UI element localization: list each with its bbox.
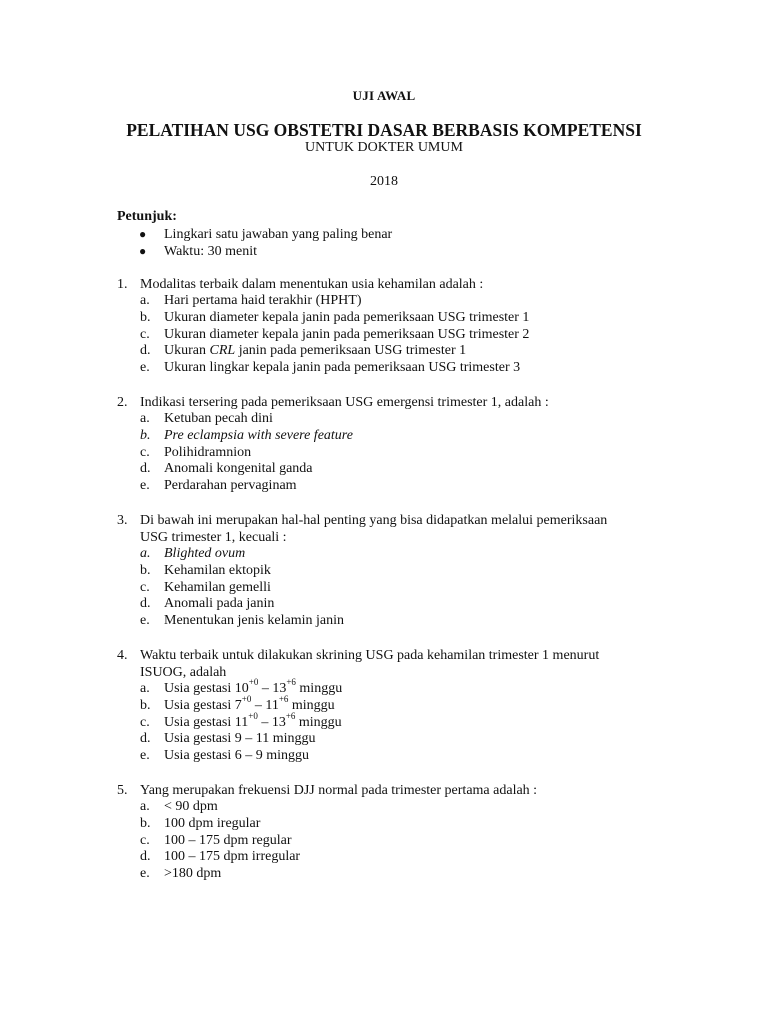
answer-option[interactable] [117, 478, 677, 495]
option-text: 100 – 175 dpm regular [164, 832, 292, 848]
answer-option[interactable] [117, 343, 677, 360]
answer-option[interactable] [117, 580, 677, 597]
question-number: 5. [117, 782, 128, 798]
answer-option[interactable] [117, 596, 677, 613]
option-text-post: minggu [295, 714, 342, 730]
option-superscript: +0 [248, 677, 259, 688]
option-text: Perdarahan pervaginam [164, 478, 297, 494]
option-text: Pre eclampsia with severe feature [164, 427, 353, 443]
question-text: Modalitas terbaik dalam menentukan usia kehamilan adalah : [140, 277, 484, 292]
answer-options [117, 546, 677, 630]
option-text: Kehamilan gemelli [164, 579, 271, 595]
option-text: Blighted ovum [164, 545, 246, 561]
answer-option[interactable] [117, 799, 677, 816]
option-letter: b. [140, 815, 151, 831]
option-letter: d. [140, 731, 151, 747]
question-number: 2. [117, 394, 128, 410]
option-letter: b. [140, 427, 151, 443]
answer-option[interactable] [117, 411, 677, 428]
option-text: Ukuran lingkar kepala janin pada pemeriksaan USG trimester 3 [164, 360, 521, 376]
question-4 [117, 647, 677, 765]
option-text-pre: Usia gestasi 11 [164, 714, 249, 730]
document-title: PELATIHAN USG OBSTETRI DASAR BERBASIS KOMPETENSI [126, 120, 642, 140]
instruction-text: Lingkari satu jawaban yang paling benar [164, 227, 393, 242]
option-letter: b. [140, 562, 151, 578]
option-text: Ukuran diameter kepala janin pada pemeriksaan USG trimester 1 [164, 309, 530, 325]
answer-option[interactable] [117, 866, 677, 883]
option-text-pre: Usia gestasi 10 [164, 680, 249, 696]
option-text: Usia gestasi 9 – 11 minggu [164, 731, 316, 747]
option-text-post: janin pada pemeriksaan USG trimester 1 [235, 343, 467, 359]
instructions-section [117, 208, 392, 260]
option-text-mid: – 13 [258, 680, 287, 696]
answer-option[interactable] [117, 833, 677, 850]
option-letter: b. [140, 309, 151, 325]
option-letter: a. [140, 545, 151, 561]
option-letter: d. [140, 596, 151, 612]
option-text: 100 – 175 dpm irregular [164, 849, 301, 865]
questions-section [117, 276, 677, 883]
question-number: 3. [117, 512, 128, 528]
option-text: 100 dpm iregular [164, 815, 261, 831]
option-text: Hari pertama haid terakhir (HPHT) [164, 293, 362, 308]
option-superscript: +6 [285, 710, 296, 721]
option-superscript: +0 [248, 710, 258, 721]
question-text: Yang merupakan frekuensi DJJ normal pada trimester pertama adalah : [140, 782, 538, 798]
answer-option[interactable] [117, 461, 677, 478]
option-superscript: +0 [241, 694, 252, 705]
option-text: >180 dpm [164, 866, 222, 882]
option-letter: c. [140, 579, 150, 595]
option-letter: a. [140, 680, 150, 696]
option-letter: a. [140, 410, 150, 426]
option-text-post: minggu [288, 697, 335, 713]
option-text: Polihidramnion [164, 444, 252, 460]
option-text-emphasis: CRL [209, 343, 236, 359]
option-text: Menentukan jenis kelamin janin [164, 613, 345, 629]
instruction-text: Waktu: 30 menit [164, 244, 257, 259]
question-2 [117, 394, 677, 495]
option-letter: d. [140, 849, 151, 865]
option-letter: c. [140, 326, 150, 342]
question-5 [117, 782, 677, 883]
document-year: 2018 [370, 174, 398, 189]
question-text: Waktu terbaik untuk dilakukan skrining USG pada kehamilan trimester 1 menurut [140, 647, 600, 663]
answer-option[interactable] [117, 546, 677, 563]
option-text: Usia gestasi 6 – 9 minggu [164, 748, 310, 764]
option-text-post: minggu [295, 680, 343, 696]
option-letter: a. [140, 293, 150, 308]
option-letter: d. [140, 343, 151, 359]
option-text-pre: Usia gestasi 7 [164, 697, 242, 713]
option-text: Anomali pada janin [164, 596, 275, 612]
option-text-pre: Ukuran [164, 343, 210, 359]
question-text-continued: USG trimester 1, kecuali : [140, 529, 287, 545]
answer-option[interactable] [117, 445, 677, 462]
option-text: Kehamilan ektopik [164, 562, 271, 578]
answer-option[interactable] [117, 677, 677, 698]
question-text: Indikasi tersering pada pemeriksaan USG emergensi trimester 1, adalah : [140, 394, 549, 410]
answer-option[interactable] [117, 694, 677, 715]
question-3 [117, 512, 677, 630]
option-letter: e. [140, 748, 150, 764]
answer-option[interactable] [117, 710, 677, 732]
option-text: Anomali kongenital ganda [164, 461, 313, 477]
option-text: < 90 dpm [164, 798, 218, 814]
answer-option[interactable] [117, 748, 677, 765]
instructions-label: Petunjuk: [117, 209, 177, 224]
instructions-list [117, 226, 392, 260]
answer-options [117, 293, 677, 377]
question-number: 4. [117, 647, 128, 663]
answer-option[interactable] [117, 731, 677, 748]
answer-options [117, 799, 677, 883]
option-letter: d. [140, 461, 151, 477]
option-letter: e. [140, 478, 150, 494]
option-text-mid: – 11 [251, 697, 279, 713]
instruction-item [117, 243, 392, 260]
option-letter: a. [140, 798, 150, 814]
answer-option[interactable] [117, 613, 677, 630]
answer-options [117, 677, 677, 765]
answer-option[interactable] [117, 327, 677, 344]
option-letter: c. [140, 444, 150, 460]
question-text: Di bawah ini merupakan hal-hal penting yang bisa didapatkan melalui pemeriksaan [140, 512, 608, 528]
option-text: Ketuban pecah dini [164, 410, 273, 426]
option-letter: c. [140, 832, 150, 848]
document-heading: UJI AWAL [352, 88, 416, 103]
option-superscript: +6 [278, 694, 289, 705]
answer-option[interactable] [117, 293, 677, 310]
question-number: 1. [117, 277, 128, 292]
option-letter: e. [140, 613, 150, 629]
answer-option[interactable] [117, 310, 677, 327]
instruction-item [117, 226, 392, 243]
option-letter: c. [140, 714, 150, 730]
answer-option[interactable] [117, 849, 677, 866]
question-1 [117, 276, 677, 377]
answer-options [117, 411, 677, 495]
option-letter: b. [140, 697, 151, 713]
option-letter: e. [140, 866, 150, 882]
answer-option[interactable] [117, 360, 677, 377]
bullet-icon: ● [139, 244, 147, 258]
option-text-mid: – 13 [257, 714, 286, 730]
option-superscript: +6 [286, 677, 296, 688]
bullet-icon: ● [139, 227, 147, 241]
document-subtitle: UNTUK DOKTER UMUM [305, 140, 463, 155]
question-text-continued: ISUOG, adalah [140, 664, 227, 680]
answer-option[interactable] [117, 428, 677, 445]
answer-option[interactable] [117, 563, 677, 580]
answer-option[interactable] [117, 816, 677, 833]
option-letter: e. [140, 360, 150, 376]
option-text: Ukuran diameter kepala janin pada pemeriksaan USG trimester 2 [164, 326, 530, 342]
